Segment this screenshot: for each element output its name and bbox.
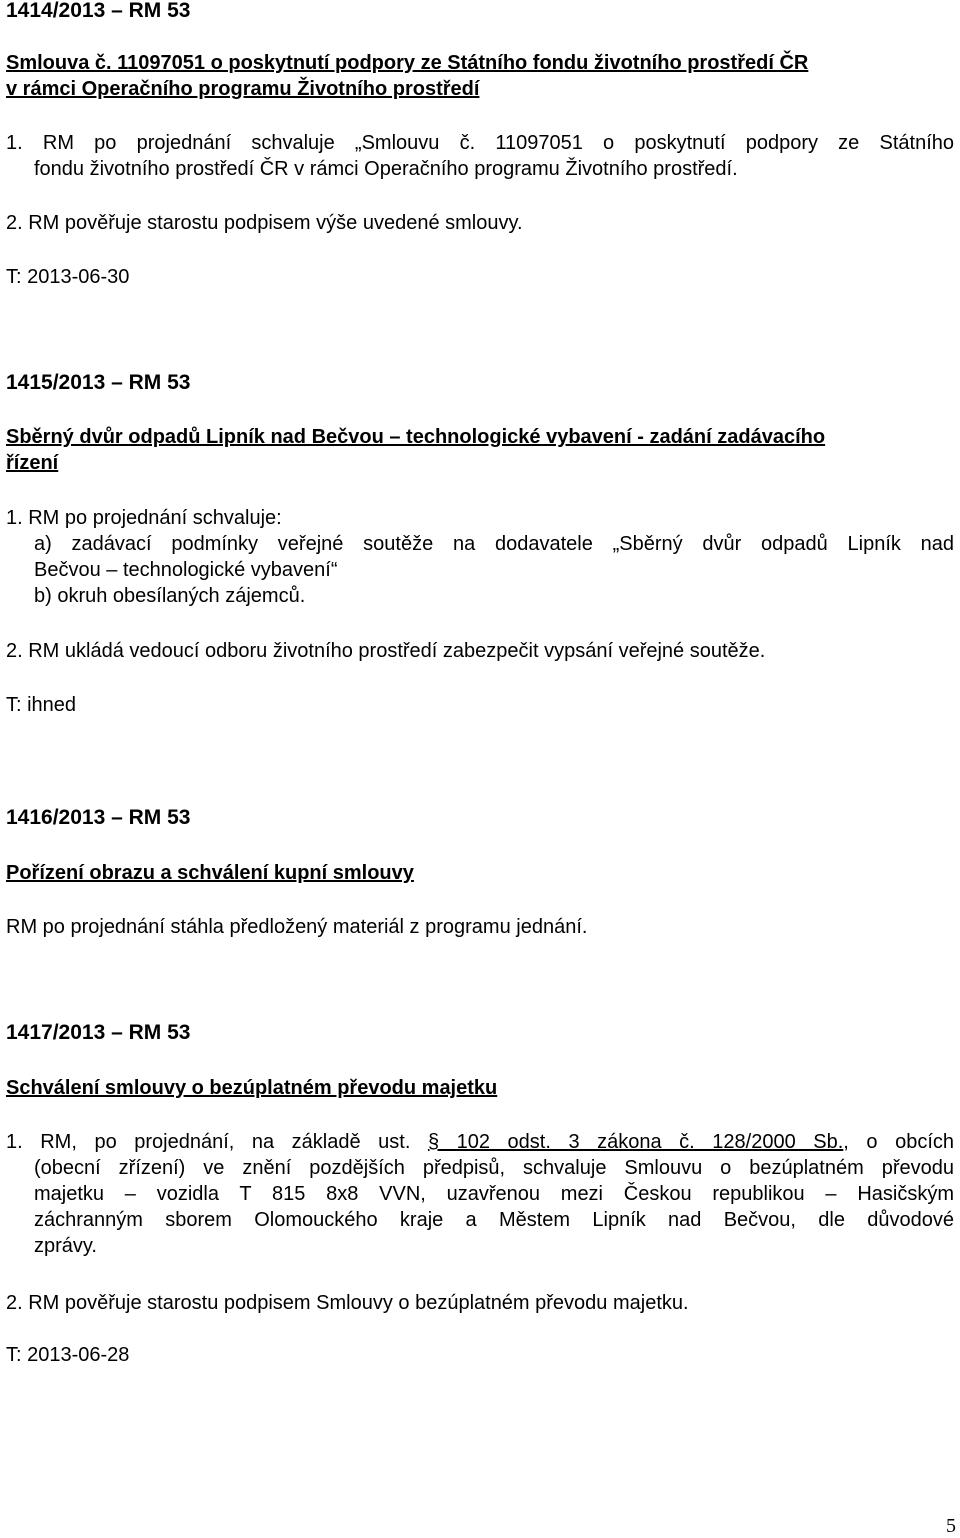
resolution-1417-point-1 (6, 1129, 954, 1259)
resolution-1417-point-1-text-a: 1. RM, po projednání, na základě ust. (6, 1131, 428, 1153)
resolution-1415-number: 1415/2013 – RM 53 (6, 371, 191, 394)
resolution-1415-item-a-line2: Bečvou – technologické vybavení“ (34, 559, 338, 581)
resolution-1416-number: 1416/2013 – RM 53 (6, 806, 191, 829)
resolution-1417-point-1-line1 (6, 1129, 954, 1155)
resolution-1417-point-1-text-b: , o obcích (843, 1131, 955, 1153)
resolution-1417-title: Schválení smlouvy o bezúplatném převodu majetku (6, 1077, 498, 1099)
resolution-1415-point-2: 2. RM ukládá vedoucí odboru životního prostředí zabezpečit vypsání veřejné soutěže. (6, 640, 766, 662)
resolution-1414-title-line2: v rámci Operačního programu Životního prostředí (6, 78, 480, 100)
resolution-1415-term: T: ihned (6, 694, 77, 716)
resolution-1414-term: T: 2013-06-30 (6, 266, 130, 288)
resolution-1414-number: 1414/2013 – RM 53 (6, 0, 191, 22)
resolution-1415-title-line2: řízení (6, 452, 59, 474)
resolution-1414-title (6, 50, 954, 102)
resolution-1417-term: T: 2013-06-28 (6, 1344, 130, 1366)
resolution-1414-point-1 (6, 130, 954, 182)
resolution-1414-point-2: 2. RM pověřuje starostu podpisem výše uvedené smlouvy. (6, 212, 523, 234)
resolution-1417-point-1-line4: záchranným sborem Olomouckého kraje a Městem Lipník nad Bečvou, dle důvodové (34, 1209, 954, 1231)
resolution-1415-point-1 (6, 505, 954, 609)
resolution-1414-point-1-line1: 1. RM po projednání schvaluje „Smlouvu č. 11097051 o poskytnutí podpory ze Státního (6, 132, 954, 154)
resolution-1417-point-1-line3: majetku – vozidla T 815 8x8 VVN, uzavřenou mezi Českou republikou – Hasičským (34, 1183, 954, 1205)
resolution-1415-item-a-line1: a) zadávací podmínky veřejné soutěže na dodavatele „Sběrný dvůr odpadů Lipník nad (34, 533, 954, 555)
resolution-1417-point-1-line5: zprávy. (34, 1235, 97, 1257)
resolution-1415-title-line1: Sběrný dvůr odpadů Lipník nad Bečvou – technologické vybavení - zadání zadávacího (6, 426, 826, 448)
resolution-1415-item-b: b) okruh obesílaných zájemců. (34, 585, 306, 607)
resolution-1416-text: RM po projednání stáhla předložený materiál z programu jednání. (6, 916, 588, 938)
resolution-1415-title (6, 424, 954, 476)
resolution-1415-point-1-line: 1. RM po projednání schvaluje: (6, 507, 282, 529)
resolution-1417-point-2: 2. RM pověřuje starostu podpisem Smlouvy o bezúplatném převodu majetku. (6, 1292, 689, 1314)
resolution-1416-title: Pořízení obrazu a schválení kupní smlouvy (6, 862, 414, 884)
resolution-1417-number: 1417/2013 – RM 53 (6, 1021, 191, 1044)
page-number: 5 (946, 1515, 956, 1537)
resolution-1414-point-1-line2: fondu životního prostředí ČR v rámci Operačního programu Životního prostředí. (34, 158, 738, 180)
resolution-1417-point-1-line2: (obecní zřízení) ve znění pozdějších předpisů, schvaluje Smlouvu o bezúplatném převodu (34, 1157, 954, 1179)
resolution-1414-title-line1: Smlouva č. 11097051 o poskytnutí podpory ze Státního fondu životního prostředí ČR (6, 52, 809, 74)
law-reference-link[interactable]: § 102 odst. 3 zákona č. 128/2000 Sb. (427, 1131, 844, 1153)
